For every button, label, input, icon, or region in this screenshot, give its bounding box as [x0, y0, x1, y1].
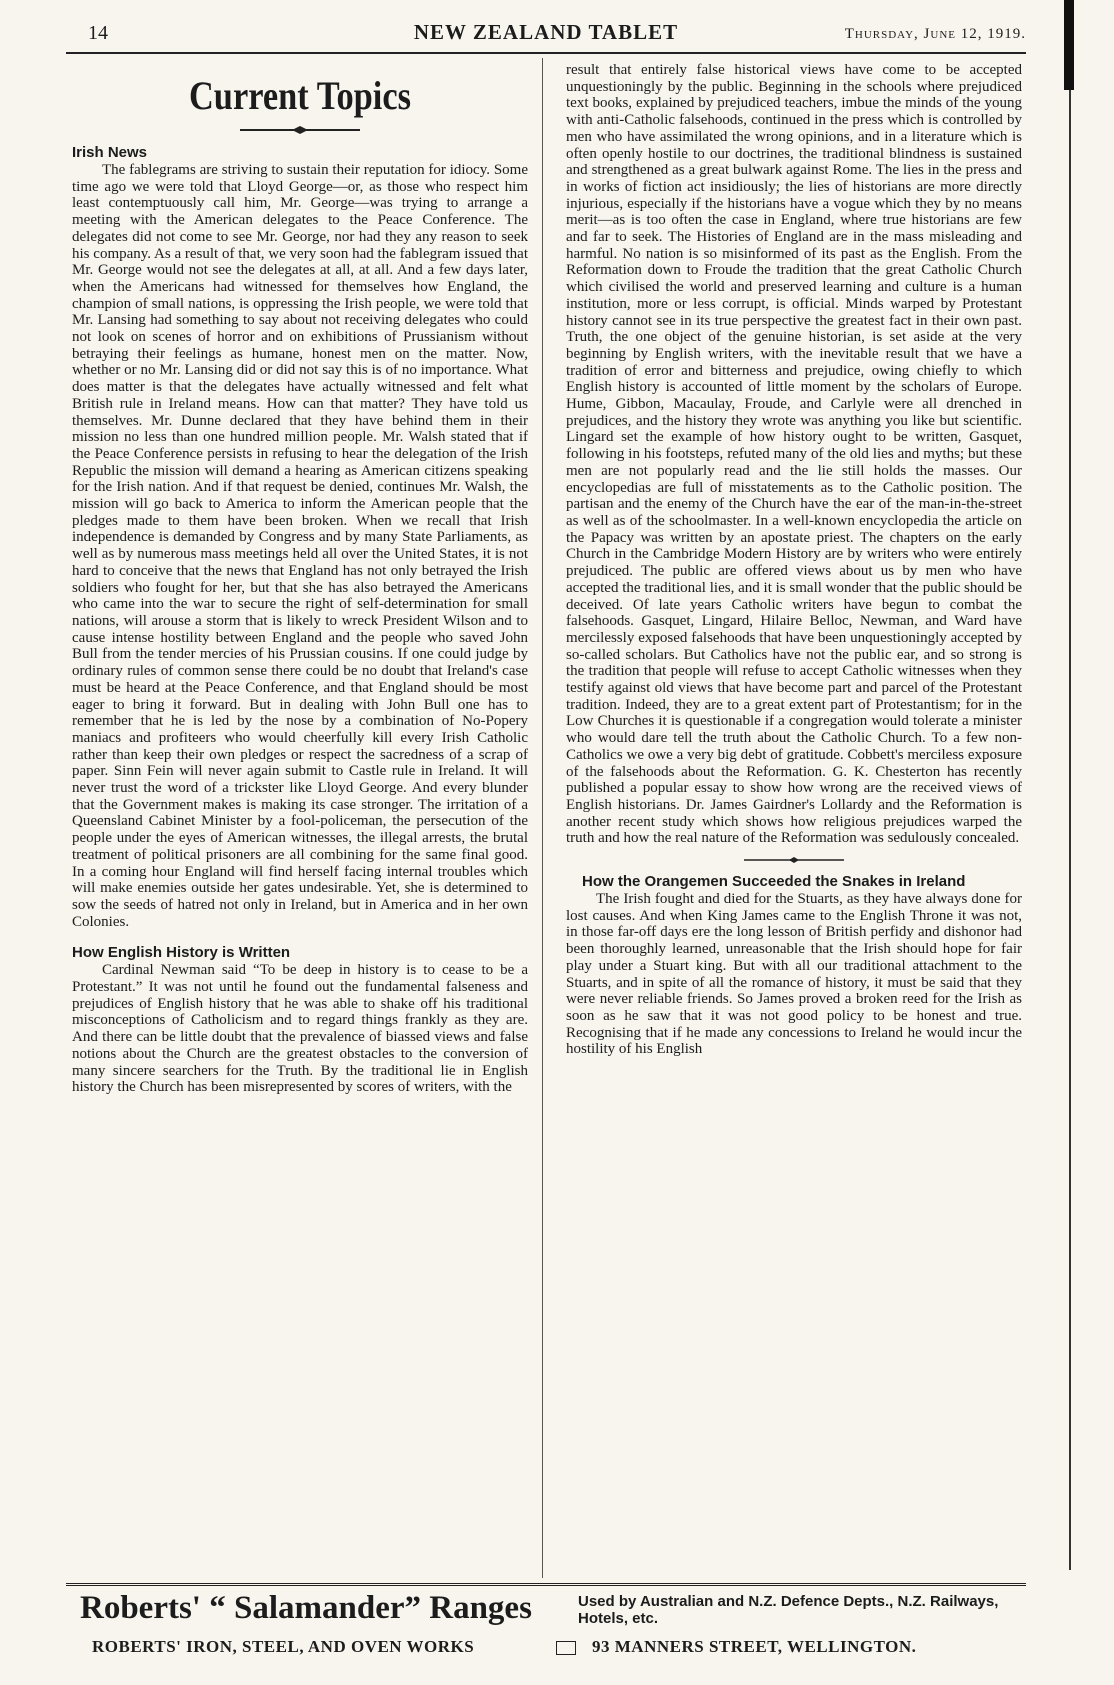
article-body-orangemen: The Irish fought and died for the Stuarts, as they have always done for lost causes. And when King James came to the English Throne it was not, in those far-off days ere the long lesson of British perfidy and dishonor had been thoroughly learned, unreasonable that the Irish should hope for fair play under a Stuart king. But with all our traditional attachment to the Stuarts, and in spite of all the romance of history, it must be said that they were never reliable friends. So James proved a broken reed for the Irish as soon as he saw that it was not good policy to be honest and true. Recognising that if he made any concessions to Ireland he would incur the hostility of his English	[566, 891, 1022, 1058]
header-rule	[66, 52, 1026, 54]
advert-rule	[66, 1583, 1026, 1586]
article-heading-irish-news: Irish News	[72, 144, 148, 161]
column-divider	[542, 58, 543, 1578]
advert-address: 93 MANNERS STREET, WELLINGTON.	[592, 1637, 917, 1656]
publication-title: NEW ZEALAND TABLET	[413, 20, 679, 44]
article-body-continued: result that entirely false historical views have come to be accepted unquestioningly by the public. Beginning in the schools where prejudiced text books, explained by prejudiced teachers, imbue the minds of the young with anti-Catholic falsehoods, continued in the press which is controlled by men who have assimilated the wrong opinions, and in a literature which is often openly hostile to our doctrines, the traditional blindness is sustained and strengthened as a great bulwark against Rome. The lies in the press and in works of fiction act insidiously; the lies of historians are more directly injurious, especially if the historians have a vogue which they by no means merit—as is too often the case in England, where true historians are few and far to seek. The Histories of England are in the mass misleading and harmful. No nation is so misinformed of its past as the English. From the Reformation down to Froude the tradition that the great Catholic Church which civilised the world and preserved learning and culture is a human institution, more or less corrupt, is official. Minds warped by Protestant history cannot see in its true perspective the greatest fact in their own past. Truth, the one object of the genuine historian, is set aside at the very beginning by English writers, with the inevitable result that we have a tradition of error and bitterness and prejudice, owing chiefly to which English history is accounted of little moment by the scholars of Europe. Hume, Gibbon, Macaulay, Froude, and Carlyle were all drenched in prejudices, and the history they wrote was anything you like but scientific. Lingard set the example of how history ought to be written, Gasquet, following in his footsteps, refuted many of the old lies and myths; but these men are not popularly read and the lie still holds the masses. Our encyclopedias are full of misstatements as to the Catholic position. The partisan and the enemy of the Church have the ear of the man-in-the-street as well as of the schoolmaster. In a well-known encyclopedia the article on the Papacy was written by an apostate priest. The chapters on the early Church in the Cambridge Modern History are by writers who were entirely prejudiced. The public are offered views about us by men who have accepted the traditional lies, and it is small wonder that the public should be deceived. Of late years Catholic writers have begun to combat the falsehoods. Gasquet, Lingard, Hilaire Belloc, Newman, and Ward have mercilessly exposed falsehoods that have been unquestioningly accepted by so-called scholars. But Catholics have not the public ear, and so strong is the tradition that people will refuse to accept Catholic witnesses when they testify against old views that have become part and parcel of the Protestant tradition. Indeed, they are to a great extent part of Protestantism; for in the Low Churches it is questionable if a congregation would tolerate a minister who would dare tell the truth about the Catholic Church. To a few non-Catholics we owe a very big debt of gratitude. Cobbett's merciless exposure of the falsehoods about the Reformation. G. K. Chesterton has recently published a popular essay to show how wrong are the received views of English historians. Dr. James Gairdner's Lollardy and the Reformation is another recent study which shows how religious prejudices warped the truth and how the real nature of the Reformation was sedulously concealed.	[566, 62, 1022, 847]
ornament-rule	[240, 126, 360, 134]
advert-product-name: Roberts' “ Salamander” Ranges	[80, 1590, 532, 1626]
article-heading-english-history: How English History is Written	[72, 944, 291, 962]
left-column	[72, 62, 528, 1096]
scan-edge-line	[1069, 90, 1071, 1570]
scan-edge-mark	[1064, 0, 1074, 90]
article-heading-orangemen: How the Orangemen Succeeded the Snakes in Ireland	[582, 873, 966, 891]
right-column	[566, 62, 1022, 1058]
article-separator	[744, 857, 844, 863]
section-title: Current Topics	[188, 73, 412, 118]
advert-address-line	[556, 1637, 916, 1657]
advert-used-by: Used by Australian and N.Z. Defence Depts., N.Z. Railways, Hotels, etc.	[578, 1593, 999, 1627]
article-body-english-history: Cardinal Newman said “To be deep in history is to cease to be a Protestant.” It was not until he found out the fundamental falseness and prejudices of English history that he was able to shake off his traditional misconceptions of Catholicism and to regard things frankly as they are. And there can be little doubt that the prevalence of biassed views and false notions about the Church are the greatest obstacles to the conversion of many sincere searchers for the Truth. By the traditional lie in English history the Church has been misrepresented by scores of writers, with the	[72, 962, 528, 1096]
advert-company: ROBERTS' IRON, STEEL, AND OVEN WORKS	[92, 1637, 475, 1656]
page-number: 14	[88, 22, 108, 44]
issue-date: Thursday, June 12, 1919.	[844, 26, 1026, 42]
page-header	[66, 20, 1026, 50]
article-body-irish-news: The fablegrams are striving to sustain their reputation for idiocy. Some time ago we were told that Lloyd George—or, as those who respect him least contemptuously call him, Mr. George—was trying to arrange a meeting with the American delegates to the Peace Conference. The delegates did not come to see Mr. George, nor had they any reason to seek his company. As a result of that, we very soon had the fablegram issued that Mr. George would not see the delegates at all, at all. And a few days later, when the Americans had witnessed for themselves how England, the champion of small nations, is oppressing the Irish people, we were told that Mr. Lansing had something to say about not receiving delegates who could not look on scenes of horror and on exhibitions of Prussianism without betraying their feelings as humane, honest men on the matter. Now, whether or no Mr. Lansing did or did not say this is of no importance. What does matter is that the delegates have actually witnessed and felt what British rule in Ireland means. How can that matter? They have told us themselves. Mr. Dunne declared that they have behind them in their mission no less than one hundred million people. Mr. Walsh stated that if the Peace Conference persists in refusing to hear the delegation of the Irish Republic the mission will demand a hearing as American citizens speaking for the Irish nation. And if that request be denied, continues Mr. Walsh, the mission will go back to America to inform the American people that the pledges made to them have been broken. When we recall that Irish independence is demanded by Congress and by many State Parliaments, as well as by numerous mass meetings held all over the United States, it is not hard to conceive that the news that England has not only betrayed the Irish soldiers who fought for her, but that she has also betrayed the Americans who came into the war to secure the right of self-determination for small nations, will arouse a storm that is likely to wreck President Wilson and to cause intense hostility between England and the people who saved John Bull from the tender mercies of his Prussian cousins. If one could judge by ordinary rules of common sense there could be no doubt that Ireland's case must be heard at the Peace Conference, and that England should be most eager to bring it forward. But in dealing with John Bull one has to remember that he is led by the nose by a combination of No-Popery maniacs and profiteers who would cheerfully kill every Irish Catholic rather than keep their own pledges or respect the sacredness of a scrap of paper. Sinn Fein will never again submit to Castle rule in Ireland. It will never trust the word of a trickster like Lloyd George. And every blunder that the Government makes is making its case stronger. The irritation of a Queensland Cabinet Minister by a fool-policeman, the persecution of the people under the eyes of American witnesses, the illegal arrests, the brutal treatment of political prisoners are all combining for the same final good. In a coming hour England will find herself facing internal troubles which will make enemies outside her gates undesirable. Yet, she is determined to sow the seeds of hatred not only in Ireland, but in America and in her own Colonies.	[72, 162, 528, 930]
telephone-icon	[556, 1641, 576, 1655]
